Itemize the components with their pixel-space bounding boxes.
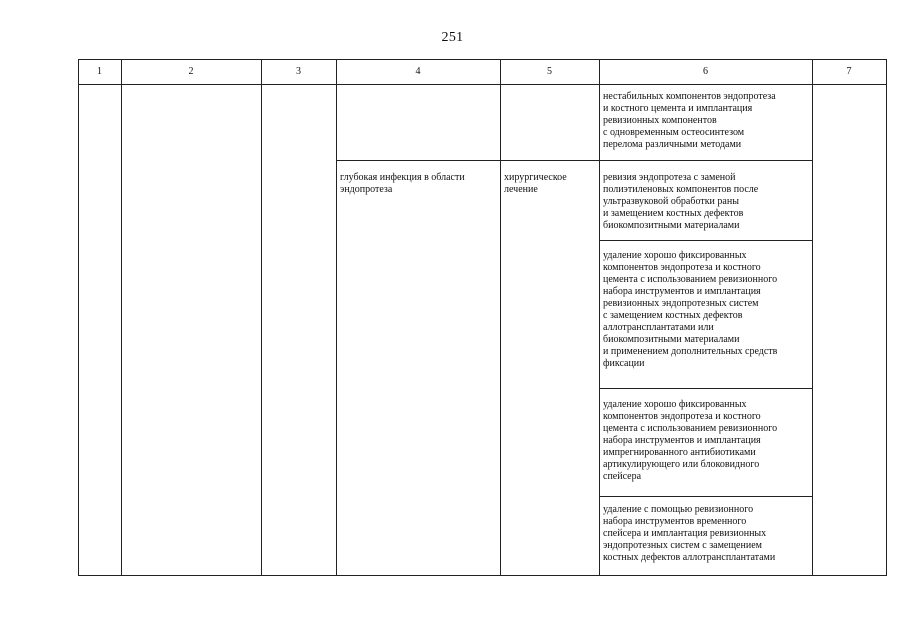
column-header-6: 6	[703, 66, 708, 77]
column-border	[121, 59, 122, 576]
table-bottom-border	[78, 575, 887, 576]
column-header-3: 3	[296, 66, 301, 77]
column-border	[336, 59, 337, 576]
column-border	[599, 59, 600, 576]
column-header-1: 1	[97, 66, 102, 77]
method-description-cell: удаление хорошо фиксированных компонентов эндопротеза и костного цемента с использованием ревизионного набора инструментов и имплантация ревизионных эндопротезных систем с замещением костных дефектов аллотрансплантатами или биокомпозитными материалами и применением дополнительных средств фиксации	[603, 250, 778, 369]
column-border	[78, 59, 79, 576]
column-header-7: 7	[846, 66, 852, 77]
method-description-cell: ревизия эндопротеза с заменой полиэтиленовых компонентов после ультразвуковой обработки раны и замещением костных дефектов биокомпозитными материалами	[603, 172, 759, 231]
row-border	[599, 388, 813, 389]
page-number: 251	[441, 30, 464, 45]
column-header-4: 4	[415, 66, 421, 77]
column-border	[261, 59, 262, 576]
row-border	[599, 240, 813, 241]
column-header-5: 5	[547, 66, 552, 77]
condition-cell: глубокая инфекция в области эндопротеза	[340, 172, 465, 195]
method-description-cell: удаление с помощью ревизионного набора инструментов временного спейсера и имплантация ревизионных эндопротезных систем с замещением костных дефектов аллотрансплантатами	[603, 504, 776, 563]
column-header-2: 2	[188, 66, 194, 77]
header-bottom-border	[78, 84, 887, 85]
row-border	[336, 160, 813, 161]
column-border	[500, 59, 501, 576]
column-border	[812, 59, 813, 576]
method-description-cell: нестабильных компонентов эндопротеза и костного цемента и имплантация ревизионных компонентов с одновременным остеосинтезом перелома различными методами	[603, 91, 776, 150]
column-border	[886, 59, 887, 576]
row-border	[599, 496, 813, 497]
method-description-cell: удаление хорошо фиксированных компонентов эндопротеза и костного цемента с использованием ревизионного набора инструментов и имплантация импрегнированного антибиотиками артикулирующего или блоковидного спейсера	[603, 399, 778, 482]
treatment-type-cell: хирургическое лечение	[504, 172, 567, 195]
